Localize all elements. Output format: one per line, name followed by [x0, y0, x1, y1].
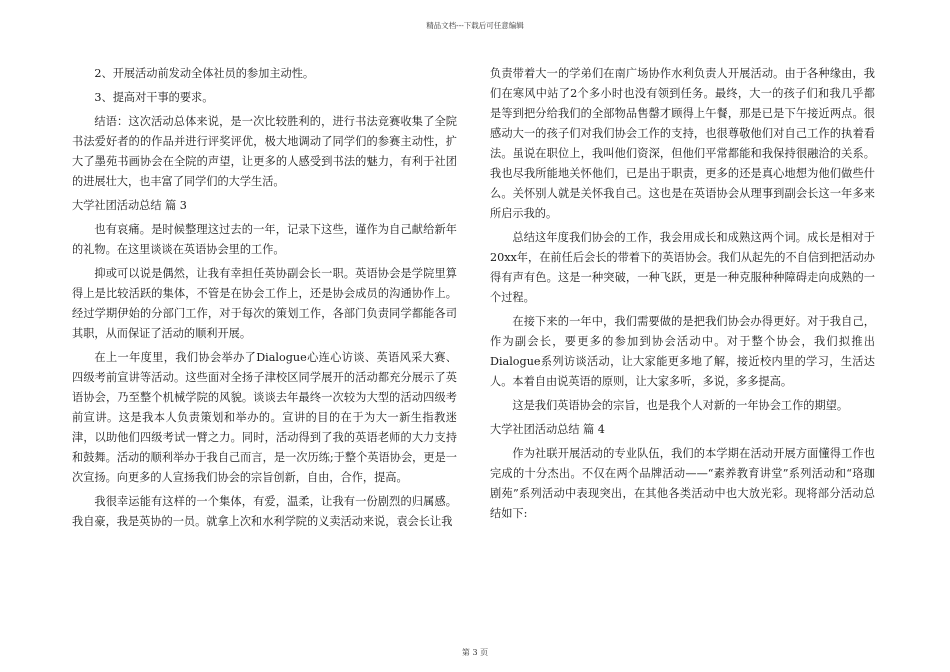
right-column [490, 64, 875, 528]
page-number: 第 3 页 [461, 648, 489, 657]
paragraph: 在上一年度里，我们协会举办了Dialogue心连心访谈、英语风采大赛、四级考前宣讲等活动。这些面对全扬子津校区同学展开的活动都充分展示了英语协会，乃至整个机械学院的风貌。谈谈去年最终一次较为大型的活动四级考前宣讲。这是我本人负责策划和举办的。宣讲的目的在于为大一新生指教迷津，以助他们四级考试一臂之力。同时，活动得到了我的英语老师的大力支持和鼓舞。活动的顺利举办于我自己而言，是一次历练;于整个英语协会，更是一次宣扬。向更多的人宣扬我们协会的宗旨创新，自由，合作，提高。 [72, 351, 457, 484]
paragraph: 作为社联开展活动的专业队伍，我们的本学期在活动开展方面懂得工作也完成的十分杰出。不仅在两个品牌活动——“素养教育讲堂”系列活动和“珞珈剧苑”系列活动中表现突出，在其他各类活动中也大放光彩。现将部分活动总结如下: [490, 447, 875, 520]
paragraph-continued: 负责带着大一的学弟们在南广场协作水利负责人开展活动。由于各种缘由，我们在寒风中站了2个多小时也没有领到任务。最终，大一的孩子们和我几乎都是等到把分给我们的全部物品售罄才顾得上午餐，那是已是下午接近两点。很感动大一的孩子们对我们协会工作的支持，也很尊敬他们对自己工作的执着看法。虽说在职位上，我叫他们资深，但他们平常都能和我保持很融洽的关系。我也尽我所能地关怀他们，已是出于职责，更多的还是真心地想为他们做些什么。关怀别人就是关怀我自己。这也是在英语协会从理事到副会长这一年多来所启示我的。 [490, 67, 875, 220]
section-heading: 大学社团活动总结 篇 4 [490, 423, 605, 436]
paragraph: 结语：这次活动总体来说，是一次比较胜利的，进行书法竞赛收集了全院书法爱好者的的作品并进行评奖评优，极大地调动了同学们的参赛主动性，扩大了墨苑书画协会在全院的声望，让更多的人感受到书法的魅力，有利于社团的进展壮大，也丰富了同学们的大学生活。 [72, 115, 457, 188]
paragraph: 在接下来的一年中，我们需要做的是把我们协会办得更好。对于我自己，作为副会长，要更多的参加到协会活动中。对于整个协会，我们拟推出Dialogue系列访谈活动，让大家能更多地了解，接近校内里的学习，生活达人。本着自由说英语的原则，让大家多听，多说，多多提高。 [490, 315, 875, 388]
paragraph: 抑或可以说是偶然，让我有幸担任英协副会长一职。英语协会是学院里算得上是比较活跃的集体，不管是在协会工作上，还是协会成员的沟通协作上。经过学期伊始的分部门工作，对于每次的策划工作，各部门负责同学都能各司其职，从而保证了活动的顺利开展。 [72, 267, 457, 340]
paragraph: 我很幸运能有这样的一个集体，有爱，温柔，让我有一份剧烈的归属感。我自豪，我是英协的一员。就拿上次和水利学院的义卖活动来说，袁会长让我 [72, 495, 457, 528]
section-heading: 大学社团活动总结 篇 3 [72, 199, 187, 212]
paragraph: 总结这年度我们协会的工作，我会用成长和成熟这两个词。成长是相对于20xx年，在前任后会长的带着下的英语协会。我们从起先的不自信到把活动办得有声有色。这是一种突破，一种飞跃，更是一种克服种种障碍走向成熟的一个过程。 [490, 231, 875, 304]
page-header: 精品文档---下载后可任意编辑 [426, 21, 524, 30]
left-column [72, 64, 457, 536]
paragraph: 这是我们英语协会的宗旨，也是我个人对新的一年协会工作的期望。 [512, 399, 849, 412]
paragraph: 3、提高对干事的要求。 [94, 91, 214, 104]
paragraph: 2、开展活动前发动全体社员的参加主动性。 [94, 67, 315, 80]
paragraph: 也有哀痛。是时候整理这过去的一年，记录下这些，谨作为自己献给新年的礼物。在这里谈谈在英语协会里的工作。 [72, 223, 457, 256]
